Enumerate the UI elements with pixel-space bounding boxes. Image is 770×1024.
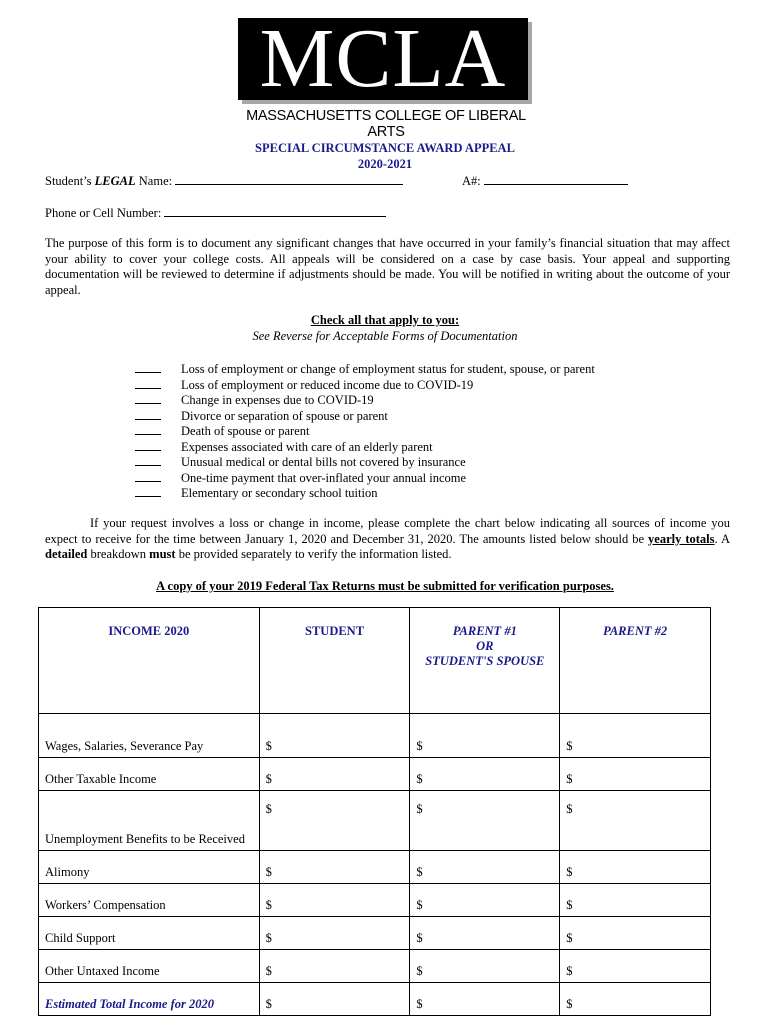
header-parent1 — [410, 608, 560, 714]
parent1-amount-cell[interactable]: $ — [410, 917, 560, 950]
checklist-item[interactable] — [135, 361, 695, 377]
form-title: SPECIAL CIRCUMSTANCE AWARD APPEAL — [255, 141, 515, 155]
income-note-text: breakdown — [87, 547, 150, 561]
checklist-item-label: Divorce or separation of spouse or parent — [181, 408, 388, 423]
parent1-amount-cell[interactable]: $ — [410, 884, 560, 917]
row-label: Wages, Salaries, Severance Pay — [39, 714, 260, 758]
parent1-total-cell[interactable]: $ — [410, 983, 560, 1016]
checklist-item[interactable] — [135, 377, 695, 393]
checklist-heading: Check all that apply to you: — [310, 313, 460, 327]
income-instructions — [45, 516, 730, 563]
student-amount-cell[interactable]: $ — [259, 884, 410, 917]
name-label-legal: LEGAL — [94, 174, 136, 188]
checklist-item[interactable] — [135, 485, 695, 501]
check-blank[interactable] — [135, 485, 161, 497]
phone-field — [45, 205, 386, 221]
student-amount-cell[interactable]: $ — [259, 917, 410, 950]
student-amount-cell[interactable]: $ — [259, 851, 410, 884]
checklist-item-label: Expenses associated with care of an elderly parent — [181, 439, 433, 454]
student-amount-cell[interactable]: $ — [259, 950, 410, 983]
checklist-subheading: See Reverse for Acceptable Forms of Documentation — [252, 329, 518, 343]
checklist-item[interactable] — [135, 454, 695, 470]
header-student: STUDENT — [259, 608, 410, 714]
mcla-logo — [238, 12, 532, 140]
parent1-amount-cell[interactable]: $ — [410, 791, 560, 851]
checklist-item[interactable] — [135, 423, 695, 439]
student-amount-cell[interactable]: $ — [259, 714, 410, 758]
checklist-item-label: Death of spouse or parent — [181, 424, 310, 438]
logo-college-name: MASSACHUSETTS COLLEGE OF LIBERAL ARTS — [246, 108, 526, 140]
must-emphasis: must — [149, 547, 176, 561]
check-blank[interactable] — [135, 392, 161, 404]
tax-return-notice: A copy of your 2019 Federal Tax Returns must be submitted for verification purposes. — [156, 579, 614, 593]
student-name-field — [45, 173, 403, 189]
student-total-cell[interactable]: $ — [259, 983, 410, 1016]
income-note-text: If your request involves a loss or change in income, please complete the chart below indicating all sources of income you expect to receive for the time between January 1, 2020 and December 31, 2020. The amounts listed below should be — [45, 516, 730, 546]
form-year: 2020-2021 — [357, 157, 413, 171]
parent2-amount-cell[interactable]: $ — [560, 917, 711, 950]
purpose-paragraph: The purpose of this form is to document any significant changes that have occurred in your family’s financial situation that may affect your ability to cover your college costs. All appeals will be considered on a case by case basis. Your appeal and supporting documentation will be reviewed to determine if adjustments should be made. You will be notified in writing about the outcome of your appeal. — [45, 236, 730, 297]
check-blank[interactable] — [135, 377, 161, 389]
income-note-text: . A — [714, 531, 731, 546]
parent2-amount-cell[interactable]: $ — [560, 884, 711, 917]
parent2-amount-cell[interactable]: $ — [560, 851, 711, 884]
checklist-item-label: Unusual medical or dental bills not covered by insurance — [181, 455, 466, 469]
table-row — [39, 714, 711, 758]
table-row — [39, 851, 711, 884]
parent1-amount-cell[interactable]: $ — [410, 851, 560, 884]
parent2-amount-cell[interactable]: $ — [560, 791, 711, 851]
table-row — [39, 917, 711, 950]
name-label-pre: Student’s — [45, 174, 95, 188]
header-parent2: PARENT #2 — [560, 608, 711, 714]
a-number-label: A#: — [462, 174, 481, 188]
check-blank[interactable] — [135, 454, 161, 466]
income-note-text: be provided separately to verify the information listed. — [175, 547, 452, 561]
a-number-blank[interactable] — [484, 173, 628, 185]
row-label: Child Support — [39, 917, 260, 950]
table-row — [39, 791, 711, 851]
table-row — [39, 884, 711, 917]
checklist-item-label: Elementary or secondary school tuition — [181, 486, 378, 500]
phone-blank[interactable] — [164, 205, 386, 217]
check-blank[interactable] — [135, 361, 161, 373]
income-table — [38, 607, 711, 1016]
check-blank[interactable] — [135, 423, 161, 435]
checklist-item-label: Loss of employment or change of employment status for student, spouse, or parent — [181, 362, 595, 376]
parent1-amount-cell[interactable]: $ — [410, 950, 560, 983]
yearly-totals-emphasis: yearly totals — [648, 531, 715, 546]
checklist-item[interactable] — [135, 392, 695, 408]
checklist-item[interactable] — [135, 439, 695, 455]
check-blank[interactable] — [135, 439, 161, 451]
parent2-amount-cell[interactable]: $ — [560, 950, 711, 983]
row-label: Alimony — [39, 851, 260, 884]
row-label: Other Untaxed Income — [39, 950, 260, 983]
table-row — [39, 758, 711, 791]
a-number-field — [462, 173, 628, 189]
checklist-item-label: Change in expenses due to COVID-19 — [181, 393, 374, 407]
detailed-emphasis: detailed — [45, 547, 88, 561]
checklist-item[interactable] — [135, 408, 695, 424]
row-label: Other Taxable Income — [39, 758, 260, 791]
total-row — [39, 983, 711, 1016]
check-blank[interactable] — [135, 470, 161, 482]
header-income: INCOME 2020 — [39, 608, 260, 714]
row-label: Unemployment Benefits to be Received — [39, 791, 260, 851]
table-header-row — [39, 608, 711, 714]
header-parent1-line2: OR — [476, 639, 494, 653]
logo-letters: MCLA — [259, 12, 507, 105]
parent2-total-cell[interactable]: $ — [560, 983, 711, 1016]
total-label: Estimated Total Income for 2020 — [39, 983, 260, 1016]
phone-label: Phone or Cell Number: — [45, 206, 162, 220]
student-amount-cell[interactable]: $ — [259, 791, 410, 851]
row-label: Workers’ Compensation — [39, 884, 260, 917]
check-blank[interactable] — [135, 408, 161, 420]
checklist-item[interactable] — [135, 470, 695, 486]
name-label-post: Name: — [135, 174, 173, 188]
table-row — [39, 950, 711, 983]
checklist-item-label: Loss of employment or reduced income due to COVID-19 — [181, 377, 474, 392]
header-parent1-line3: STUDENT'S SPOUSE — [425, 654, 545, 668]
parent2-amount-cell[interactable]: $ — [560, 714, 711, 758]
parent1-amount-cell[interactable]: $ — [410, 714, 560, 758]
checklist-item-label: One-time payment that over-inflated your annual income — [181, 470, 467, 485]
parent1-amount-cell[interactable]: $ — [410, 758, 560, 791]
header-parent1-line1: PARENT #1 — [452, 624, 517, 638]
parent2-amount-cell[interactable]: $ — [560, 758, 711, 791]
student-amount-cell[interactable]: $ — [259, 758, 410, 791]
student-name-blank[interactable] — [175, 173, 403, 185]
